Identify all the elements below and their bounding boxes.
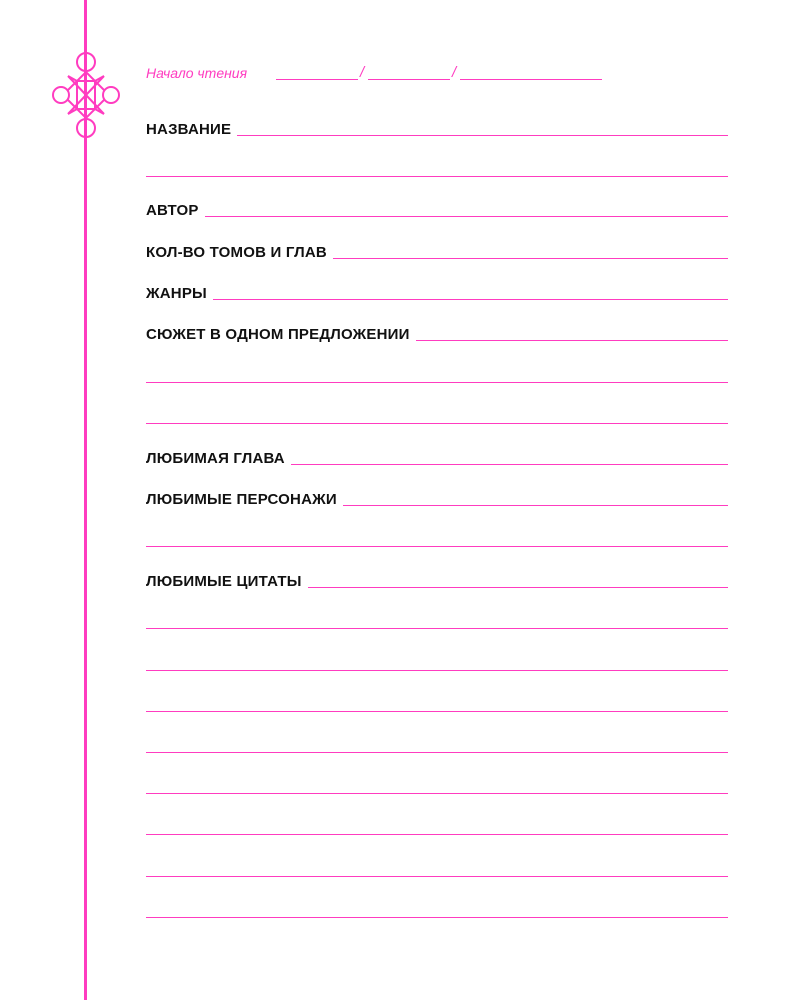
genres-label: ЖАНРЫ <box>146 285 207 302</box>
quotes-line[interactable] <box>146 628 728 629</box>
date-month-line[interactable] <box>368 79 450 80</box>
favorite-characters-line[interactable] <box>343 505 728 506</box>
favorite-chapter-field[interactable] <box>146 446 728 468</box>
date-day-line[interactable] <box>276 79 358 80</box>
plot-label: СЮЖЕТ В ОДНОМ ПРЕДЛОЖЕНИИ <box>146 326 410 343</box>
plot-line[interactable] <box>416 340 728 341</box>
margin-line <box>84 0 87 1000</box>
quotes-line[interactable] <box>146 876 728 877</box>
date-year-line[interactable] <box>460 79 602 80</box>
plot-field[interactable] <box>146 322 728 344</box>
reading-start-date <box>146 62 606 84</box>
quotes-line[interactable] <box>146 793 728 794</box>
title-line[interactable] <box>237 135 728 136</box>
plot-extra-line[interactable] <box>146 423 728 424</box>
volumes-label: КОЛ-ВО ТОМОВ И ГЛАВ <box>146 244 327 261</box>
author-line[interactable] <box>205 216 728 217</box>
favorite-chapter-line[interactable] <box>291 464 728 465</box>
volumes-line[interactable] <box>333 258 728 259</box>
title-label: НАЗВАНИЕ <box>146 121 232 138</box>
favorite-characters-field[interactable] <box>146 487 728 509</box>
reading-start-label: Начало чтения <box>146 65 248 81</box>
favorite-characters-extra-line[interactable] <box>146 546 728 547</box>
favorite-characters-label: ЛЮБИМЫЕ ПЕРСОНАЖИ <box>146 491 337 508</box>
author-field[interactable] <box>146 198 728 220</box>
genres-line[interactable] <box>213 299 728 300</box>
title-extra-line[interactable] <box>146 176 728 177</box>
date-separator: / <box>360 64 365 81</box>
favorite-quotes-label: ЛЮБИМЫЕ ЦИТАТЫ <box>146 573 302 590</box>
favorite-chapter-label: ЛЮБИМАЯ ГЛАВА <box>146 450 285 467</box>
endless-knot-icon <box>51 50 121 140</box>
quotes-line[interactable] <box>146 917 728 918</box>
quotes-line[interactable] <box>146 834 728 835</box>
quotes-line[interactable] <box>146 711 728 712</box>
title-field[interactable] <box>146 117 728 139</box>
date-separator: / <box>452 64 457 81</box>
author-label: АВТОР <box>146 202 199 219</box>
quotes-line[interactable] <box>146 670 728 671</box>
favorite-quotes-field[interactable] <box>146 569 728 591</box>
volumes-field[interactable] <box>146 240 728 262</box>
plot-extra-line[interactable] <box>146 382 728 383</box>
quotes-line[interactable] <box>146 752 728 753</box>
favorite-quotes-line[interactable] <box>308 587 728 588</box>
genres-field[interactable] <box>146 281 728 303</box>
